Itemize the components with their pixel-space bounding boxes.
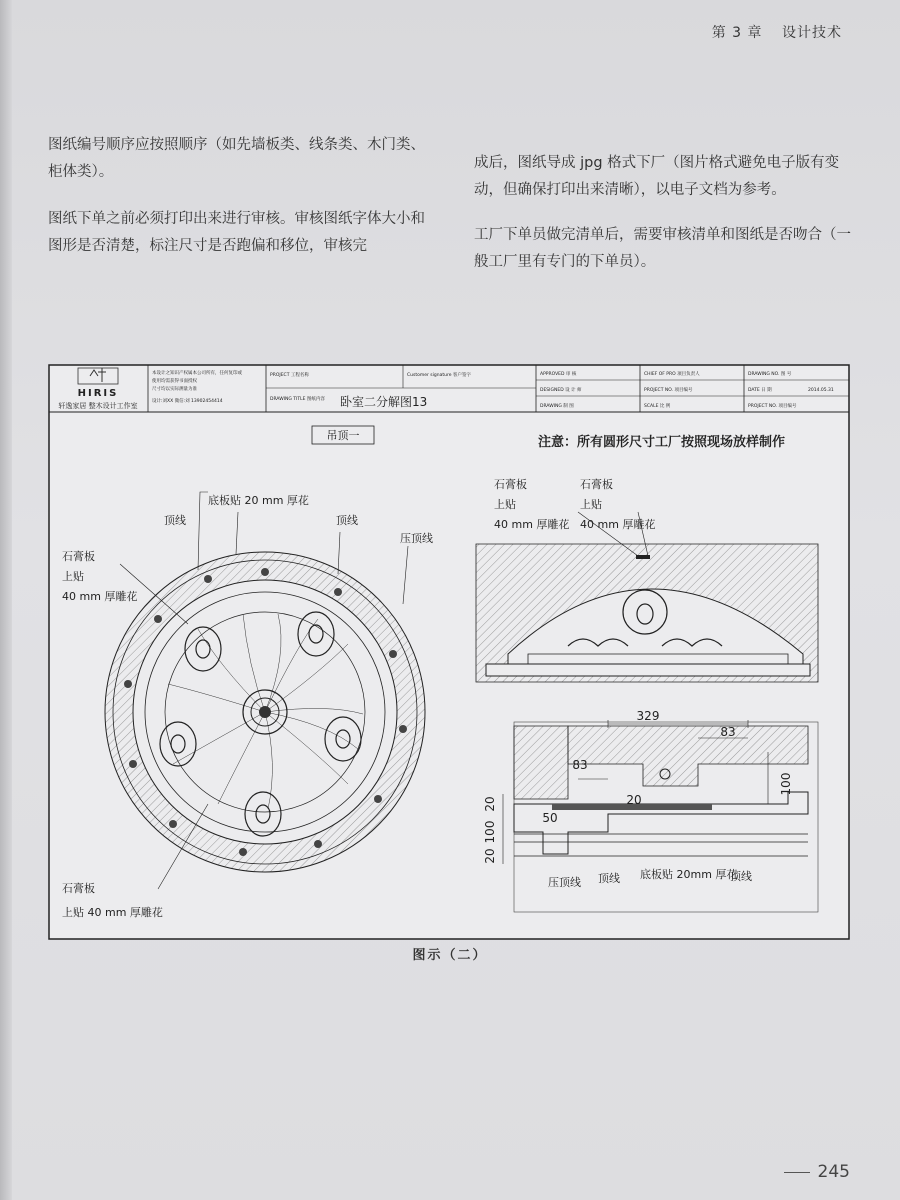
section-label: 吊顶一 — [326, 429, 360, 442]
book-spine-shadow — [0, 0, 12, 1200]
chief-label: CHIEF OF PRO 项目负责人 — [644, 372, 700, 377]
dim-20-lower: 20 — [483, 848, 497, 864]
customer-signature-label: Customer signature 客户签字 — [407, 373, 471, 378]
chapter-number: 第 3 章 — [711, 25, 763, 41]
dim-100-left: 100 — [483, 820, 497, 844]
project-no2-label: PROJECT NO. 项目编号 — [748, 404, 797, 409]
company-name: 轩逸家居 整木设计工作室 — [58, 402, 138, 410]
page-number — [784, 1162, 850, 1182]
chapter-title: 设计技术 — [782, 25, 842, 41]
label-top-line-right: 顶线 — [336, 514, 358, 527]
label-gypsum-b2: 上贴 — [580, 498, 602, 511]
designed-label: DESIGNED 设 计 师 — [540, 388, 582, 393]
approved-label: APPROVED 审 核 — [540, 372, 577, 377]
dim-329: 329 — [636, 709, 660, 723]
paragraph-right-1: 成后，图纸导成 jpg 格式下厂（图片格式避免电子版有变动，但确保打印出来清晰），以电子文档为参考。 — [474, 155, 840, 198]
dim-100-right: 100 — [779, 772, 793, 796]
drawing-no-label: DRAWING NO. 图 号 — [748, 372, 792, 377]
label-gypsum-b3: 40 mm 厚雕花 — [580, 518, 656, 531]
designer-contact: 设计:刘XX 微信:刘 13902454414 — [152, 399, 223, 404]
drawing-by-label: DRAWING 制 图 — [540, 404, 574, 409]
paragraph-left-1: 图纸编号顺序应按照顺序（如先墙板类、线条类、木门类、柜体类）。 — [48, 137, 425, 180]
dim-20-upper: 20 — [483, 796, 497, 812]
page-number-rule — [784, 1172, 810, 1173]
drawing-title-label: DRAWING TITLE 图纸内容 — [270, 397, 325, 402]
notice-line-1: 本设计之知识产权属本公司所有，任何复印或 — [152, 371, 242, 376]
label-top-line-left: 顶线 — [164, 514, 186, 527]
drawing-title: 卧室二分解图13 — [340, 395, 428, 409]
detail-label-top2: 顶线 — [730, 870, 752, 883]
dim-83-top: 83 — [720, 725, 736, 739]
dim-83-left: 83 — [572, 758, 588, 772]
detail-label-crown: 压顶线 — [548, 876, 581, 889]
label-base-carving: 底板贴 20 mm 厚花 — [208, 494, 309, 507]
label-gypsum-a3: 40 mm 厚雕花 — [494, 518, 570, 531]
drawing-note: 注意：所有圆形尺寸工厂按照现场放样制作 — [538, 435, 786, 450]
dim-50: 50 — [542, 811, 558, 825]
label-crown-line: 压顶线 — [400, 532, 433, 545]
label-gypsum-a2: 上贴 — [494, 498, 516, 511]
cad-drawing — [48, 364, 850, 940]
label-gypsum-2b: 上贴 40 mm 厚雕花 — [62, 906, 163, 919]
date-label: DATE 日 期 — [748, 388, 772, 393]
label-gypsum-a: 石膏板 — [494, 478, 527, 491]
label-gypsum-1b: 上贴 — [62, 570, 84, 583]
page-number-value: 245 — [817, 1162, 850, 1182]
notice-line-2: 使用均需获得书面授权 — [152, 379, 197, 384]
figure-caption: 图示（二） — [412, 948, 488, 963]
running-header — [712, 22, 842, 42]
label-gypsum-1: 石膏板 — [62, 550, 95, 563]
paragraph-left-2: 图纸下单之前必须打印出来进行审核。审核图纸字体大小和图形是否清楚，标注尺寸是否跑偏和移位，审核完 — [48, 211, 425, 254]
project-no-label: PROJECT NO. 项目编号 — [644, 388, 693, 393]
paragraph-right-2: 工厂下单员做完清单后，需要审核清单和图纸是否吻合（一般工厂里有专门的下单员）。 — [474, 227, 851, 270]
label-gypsum-b: 石膏板 — [580, 478, 613, 491]
label-gypsum-2: 石膏板 — [62, 882, 95, 895]
logo-text: HIRIS — [77, 388, 119, 399]
detail-label-base: 底板贴 20mm 厚花 — [640, 868, 738, 881]
project-label: PROJECT 工程名称 — [270, 373, 309, 378]
notice-line-3: 尺寸均以实际测量为准 — [152, 387, 197, 392]
dim-20-inner: 20 — [626, 793, 642, 807]
scale-label: SCALE 比 例 — [644, 404, 671, 409]
date-value: 2014.05.31 — [808, 388, 834, 393]
label-gypsum-1c: 40 mm 厚雕花 — [62, 590, 138, 603]
detail-label-top: 顶线 — [598, 872, 620, 885]
